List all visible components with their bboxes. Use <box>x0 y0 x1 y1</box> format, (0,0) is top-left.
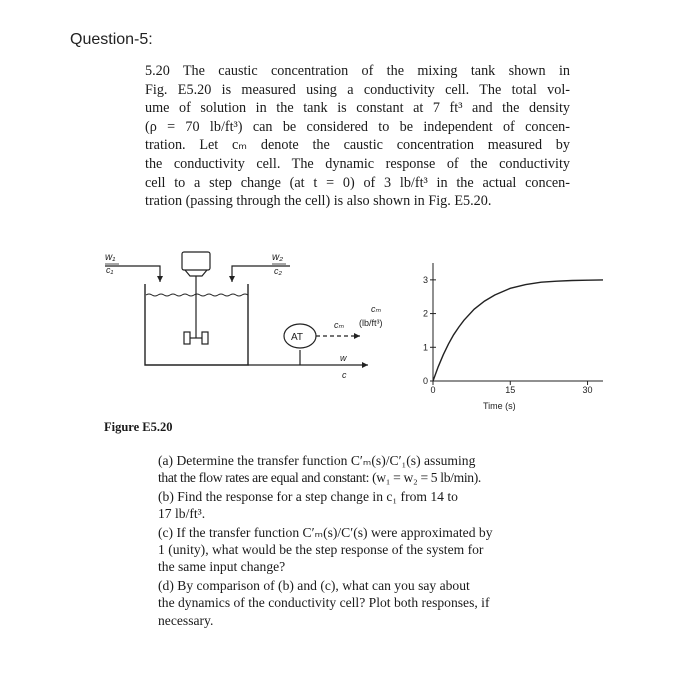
question-line: (b) Find the response for a step change in c₁ from 14 to <box>158 488 458 504</box>
chart-x-tick-label: 30 <box>582 385 593 395</box>
questions <box>158 452 548 630</box>
chart-xlabel: Time (s) <box>483 401 516 411</box>
problem-line: cell to a step change (at t = 0) of 3 lb/ft³ in the actual concen- <box>145 174 570 191</box>
chart-x-tick-label: 15 <box>505 385 516 395</box>
chart-x-tick-label: 0 <box>430 385 436 395</box>
question-label: Question-5: <box>70 31 153 48</box>
w-label: w <box>340 353 347 363</box>
problem-line: tration. Let cₘ denote the caustic concentration measured by <box>145 137 570 154</box>
question-a <box>158 452 548 487</box>
problem-line: Fig. E5.20 is measured using a conductivity cell. The total vol- <box>145 81 570 98</box>
chart-y-tick-label: 2 <box>422 308 428 319</box>
c-label: c <box>342 370 347 380</box>
question-line: necessary. <box>158 612 214 628</box>
motor-icon <box>182 252 210 270</box>
question-line: the dynamics of the conductivity cell? Plot both responses, if <box>158 595 490 611</box>
figure-e5-20 <box>100 240 620 420</box>
problem-statement <box>145 62 570 211</box>
chart-ylabel-2: (lb/ft³) <box>359 318 383 328</box>
question-line: the same input change? <box>158 559 286 575</box>
question-d <box>158 577 548 629</box>
w2-label: w₂ <box>272 252 284 263</box>
chart-ylabel-1: cₘ <box>371 304 382 314</box>
question-b <box>158 488 548 523</box>
impeller-blade-left <box>184 332 190 344</box>
problem-line: (ρ = 70 lb/ft³) can be considered to be independent of concen- <box>145 118 570 135</box>
motor-base <box>185 270 207 276</box>
impeller-blade-right <box>202 332 208 344</box>
cm-label: cₘ <box>334 320 345 330</box>
figure-caption: Figure E5.20 <box>104 420 173 434</box>
at-label: AT <box>291 332 304 343</box>
problem-line: tration (passing through the cell) is also shown in Fig. E5.20. <box>145 193 492 210</box>
c1-label: c₁ <box>106 265 114 275</box>
question-line: 1 (unity), what would be the step response of the system for <box>158 542 484 558</box>
question-line: 17 lb/ft³. <box>158 506 206 522</box>
w1-label: w₁ <box>105 252 116 263</box>
chart-series-line <box>433 280 603 381</box>
problem-line: 5.20 The caustic concentration of the mixing tank shown in <box>145 63 570 79</box>
question-line: that the flow rates are equal and constant: (w₁ = w₂ = 5 lb/min). <box>158 470 481 486</box>
liquid-level <box>146 294 248 296</box>
tank-diagram <box>105 252 368 380</box>
problem-line: ume of solution in the tank is constant at 7 ft³ and the density <box>145 100 570 117</box>
chart-y-tick-label: 0 <box>422 376 428 386</box>
question-c <box>158 524 548 576</box>
figure-svg <box>100 240 620 420</box>
chart-y-tick-label: 3 <box>422 274 428 285</box>
question-line: (a) Determine the transfer function C′ₘ(s)/C′₁(s) assuming <box>158 453 476 468</box>
response-chart <box>359 263 603 411</box>
chart-y-tick-label: 1 <box>422 342 428 353</box>
question-line: (c) If the transfer function C′ₘ(s)/C′(s) were approximated by <box>158 524 493 540</box>
problem-line: the conductivity cell. The dynamic response of the conductivity <box>145 155 570 172</box>
c2-label: c₂ <box>274 266 282 276</box>
question-line: (d) By comparison of (b) and (c), what can you say about <box>158 577 470 593</box>
